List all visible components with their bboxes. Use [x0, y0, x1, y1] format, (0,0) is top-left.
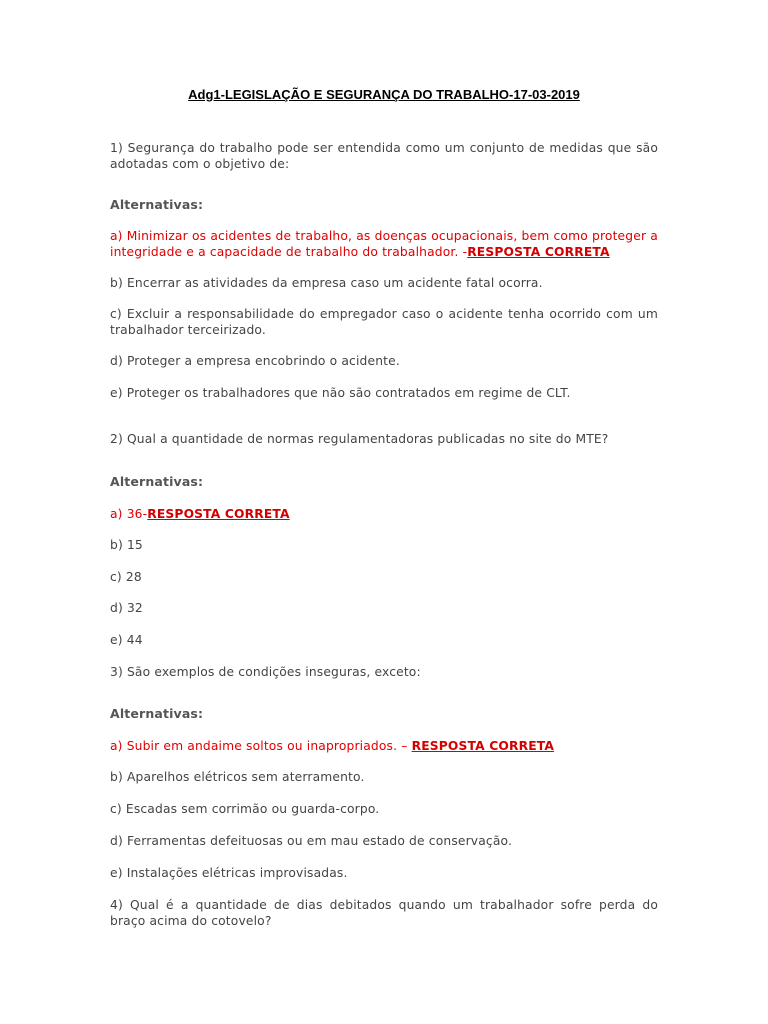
q1-option-c: c) Excluir a responsabilidade do empregador caso o acidente tenha ocorrido com um trabalhador terceirizado. [110, 307, 658, 337]
question-4: 4) Qual é a quantidade de dias debitados quando um trabalhador sofre perda do braço acima do cotovelo? [110, 898, 658, 928]
q1-option-a [110, 228, 658, 260]
q2-option-a [110, 506, 658, 522]
q3-option-d: d) Ferramentas defeituosas ou em mau estado de conservação. [110, 834, 513, 848]
q3-option-a-text: a) Subir em andaime soltos ou inapropriados. – [110, 739, 412, 753]
alternatives-heading-3: Alternativas: [110, 706, 204, 721]
question-2: 2) Qual a quantidade de normas regulamentadoras publicadas no site do MTE? [110, 432, 609, 446]
question-3: 3) São exemplos de condições inseguras, exceto: [110, 665, 421, 679]
correct-answer-mark: RESPOSTA CORRETA [147, 507, 290, 521]
document-title: Adg1-LEGISLAÇÃO E SEGURANÇA DO TRABALHO-17-03-2019 [188, 87, 580, 102]
q3-option-e: e) Instalações elétricas improvisadas. [110, 866, 348, 880]
q1-option-a-text: a) Minimizar os acidentes de trabalho, as doenças ocupacionais, bem como proteger a integridade e a capacidade de trabalho do trabalhador. - [110, 229, 658, 259]
q3-option-b: b) Aparelhos elétricos sem aterramento. [110, 770, 365, 784]
correct-answer-mark: RESPOSTA CORRETA [411, 739, 555, 753]
q2-option-d: d) 32 [110, 601, 143, 615]
q1-option-d: d) Proteger a empresa encobrindo o acidente. [110, 354, 400, 368]
alternatives-heading-1: Alternativas: [110, 197, 204, 212]
q1-option-e: e) Proteger os trabalhadores que não são contratados em regime de CLT. [110, 386, 571, 400]
q3-option-a [110, 738, 658, 754]
q2-option-c: c) 28 [110, 570, 142, 584]
q1-option-b: b) Encerrar as atividades da empresa caso um acidente fatal ocorra. [110, 276, 543, 290]
q2-option-b: b) 15 [110, 538, 143, 552]
q3-option-c: c) Escadas sem corrimão ou guarda-corpo. [110, 802, 380, 816]
q2-option-e: e) 44 [110, 633, 143, 647]
alternatives-heading-2: Alternativas: [110, 474, 204, 489]
correct-answer-mark: RESPOSTA CORRETA [467, 245, 610, 259]
question-1: 1) Segurança do trabalho pode ser entendida como um conjunto de medidas que são adotadas com o objetivo de: [110, 141, 658, 171]
q2-option-a-text: a) 36- [110, 507, 148, 521]
